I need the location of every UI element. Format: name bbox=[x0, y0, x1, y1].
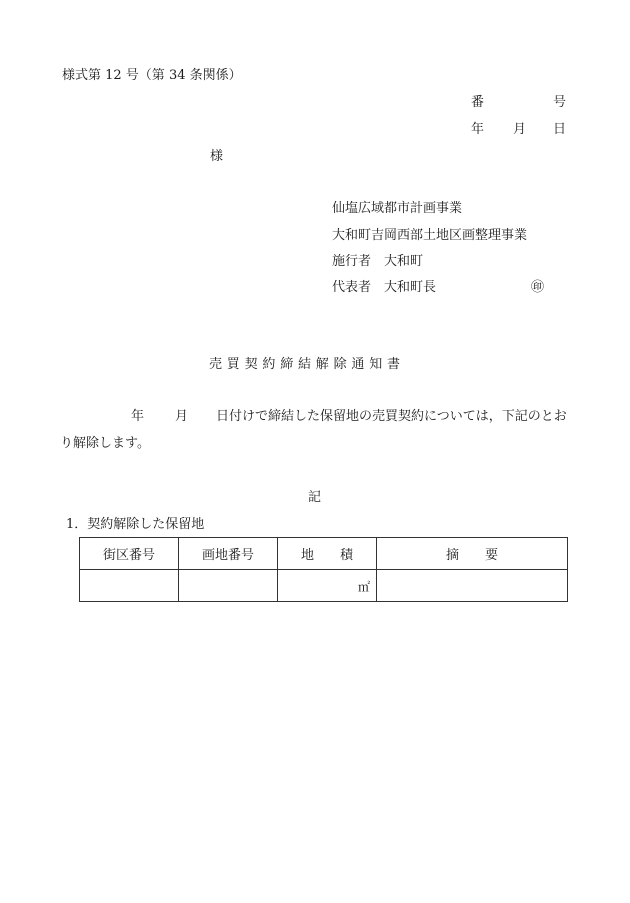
date-year-label: 年 bbox=[471, 122, 485, 137]
document-number-label: 番 bbox=[471, 95, 485, 110]
header-lot-number: 画地番号 bbox=[179, 538, 278, 570]
section-1-heading: 1．契約解除した保留地 bbox=[66, 517, 205, 532]
body-month-label: 月 bbox=[175, 409, 189, 424]
area-unit: ㎡ bbox=[357, 580, 370, 594]
cell-remarks bbox=[377, 570, 568, 602]
issuer-program-line: 大和町吉岡西部土地区画整理事業 bbox=[332, 228, 528, 243]
seal-mark: ㊞ bbox=[531, 280, 545, 295]
header-area: 地 積 bbox=[278, 538, 377, 570]
issuer-executor-line: 施行者 大和町 bbox=[332, 254, 424, 269]
document-title: 売買契約締結解除通知書 bbox=[209, 357, 405, 372]
header-block-number: 街区番号 bbox=[80, 538, 179, 570]
date-day-label: 日 bbox=[553, 122, 567, 137]
cell-lot-number bbox=[179, 570, 278, 602]
body-text-rest: 日付けで締結した保留地の売買契約については，下記のとお bbox=[216, 409, 567, 424]
body-text-line-2: り解除します。 bbox=[60, 436, 150, 451]
document-number-suffix: 号 bbox=[553, 95, 567, 110]
issuer-representative-line: 代表者 大和町長 bbox=[332, 280, 437, 295]
addressee-honorific: 様 bbox=[210, 149, 224, 164]
cell-area bbox=[278, 570, 377, 602]
table-row bbox=[80, 570, 568, 602]
header-remarks: 摘 要 bbox=[377, 538, 568, 570]
issuer-project-line: 仙塩広域都市計画事業 bbox=[332, 201, 463, 216]
date-month-label: 月 bbox=[513, 122, 527, 137]
body-text-line-1 bbox=[131, 410, 567, 423]
cell-block-number bbox=[80, 570, 179, 602]
ki-heading: 記 bbox=[308, 490, 322, 505]
form-number: 様式第 12 号（第 34 条関係） bbox=[62, 68, 242, 83]
reserved-land-table bbox=[79, 537, 568, 602]
body-year-label: 年 bbox=[131, 409, 145, 424]
table-header-row bbox=[80, 538, 568, 570]
